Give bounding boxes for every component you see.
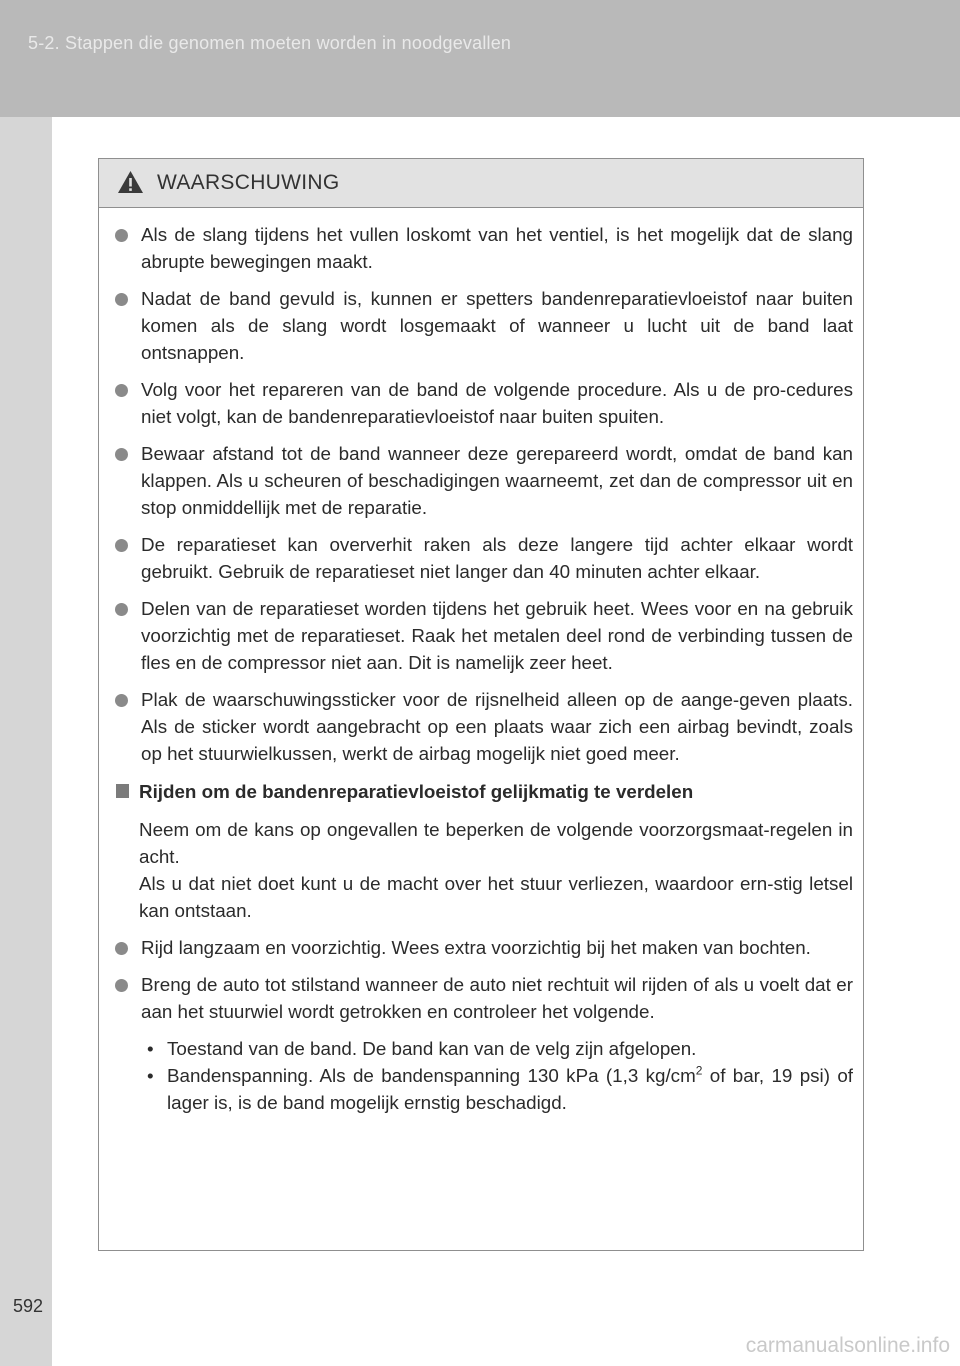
sub-list-item: • Bandenspanning. Als de bandenspanning 130 kPa (1,3 $kg/cm^2$ of bar, 19 psi) of lager is, is de band mogelijk ernstig beschadigd. (147, 1063, 853, 1113)
left-margin-band (0, 117, 52, 1366)
warning-bullet: De reparatieset kan oververhit raken als deze langere tijd achter elkaar wordt gebruikt. Gebruik de reparatieset niet langer dan 40 minuten achter elkaar. (115, 531, 853, 585)
warning-bullet: Volg voor het repareren van de band de volgende procedure. Als u de pro-cedures niet volgt, kan de bandenreparatievloeistof naar buiten spuiten. (115, 376, 853, 430)
warning-title: WAARSCHUWING (157, 171, 340, 194)
warning-bullet: Als de slang tijdens het vullen loskomt van het ventiel, is het mogelijk dat de slang abrupte bewegingen maakt. (115, 221, 853, 275)
section-title: 5-2. Stappen die genomen moeten worden in noodgevallen (28, 33, 512, 53)
warning-bullet: Rijd langzaam en voorzichtig. Wees extra voorzichtig bij het maken van bochten. (115, 934, 853, 961)
page-number: 592 (12, 1296, 44, 1316)
bullet-dot-icon (115, 229, 128, 242)
sub-list-item: • Toestand van de band. De band kan van de velg zijn afgelopen. (147, 1038, 697, 1059)
warning-content (99, 208, 863, 1116)
warning-bullet: Plak de waarschuwingssticker voor de rijsnelheid alleen op de aange-geven plaats. Als de sticker wordt aangebracht op een plaats waar zich een airbag bevindt, zoals op het stuurwielkussen, werkt de airbag mogelijk niet goed meer. (115, 686, 853, 767)
warning-bullet: Bewaar afstand tot de band wanneer deze gerepareerd wordt, omdat de band kan klappen. Als u scheuren of beschadigingen waarneemt, zet dan de compressor uit en stop onmiddellijk met de reparatie. (115, 440, 853, 521)
bullet-dot-icon (115, 979, 128, 992)
bullet-dot-icon (115, 384, 128, 397)
square-bullet-icon (116, 784, 129, 798)
header-band (0, 0, 960, 117)
subheading: Rijden om de bandenreparatievloeistof gelijkmatig te verdelen (115, 778, 853, 805)
warning-triangle-icon (117, 170, 144, 194)
warning-bullet: Delen van de reparatieset worden tijdens het gebruik heet. Wees voor en na gebruik voorzichtig met de reparatieset. Raak het metalen deel rond de verbinding tussen de fles en de compressor niet aan. Dit is namelijk zeer heet. (115, 595, 853, 676)
bullet-dot-icon (115, 293, 128, 306)
warning-bullet: Nadat de band gevuld is, kunnen er spetters bandenreparatievloeistof naar buiten komen als de slang wordt losgemaakt of wanneer u lucht uit de band laat ontsnappen. (115, 285, 853, 366)
paragraph: Als u dat niet doet kunt u de macht over het stuur verliezen, waardoor ern-stig letsel kan ontstaan. (139, 873, 853, 921)
paragraph: Neem om de kans op ongevallen te beperken de volgende voorzorgsmaat-regelen in acht. (139, 819, 853, 867)
bullet-dot-icon (115, 539, 128, 552)
warning-bullet: Breng de auto tot stilstand wanneer de auto niet rechtuit wil rijden of als u voelt dat er aan het stuurwiel wordt getrokken en controleer het volgende. (115, 971, 853, 1025)
watermark: carmanualsonline.info (745, 1334, 950, 1357)
sub-list (115, 1035, 853, 1116)
bullet-dot-icon (115, 694, 128, 707)
bullet-dot-icon (115, 942, 128, 955)
bullet-dot-icon (115, 603, 128, 616)
warning-header (99, 159, 863, 208)
warning-box (98, 158, 864, 1251)
bullet-dot-icon (115, 448, 128, 461)
